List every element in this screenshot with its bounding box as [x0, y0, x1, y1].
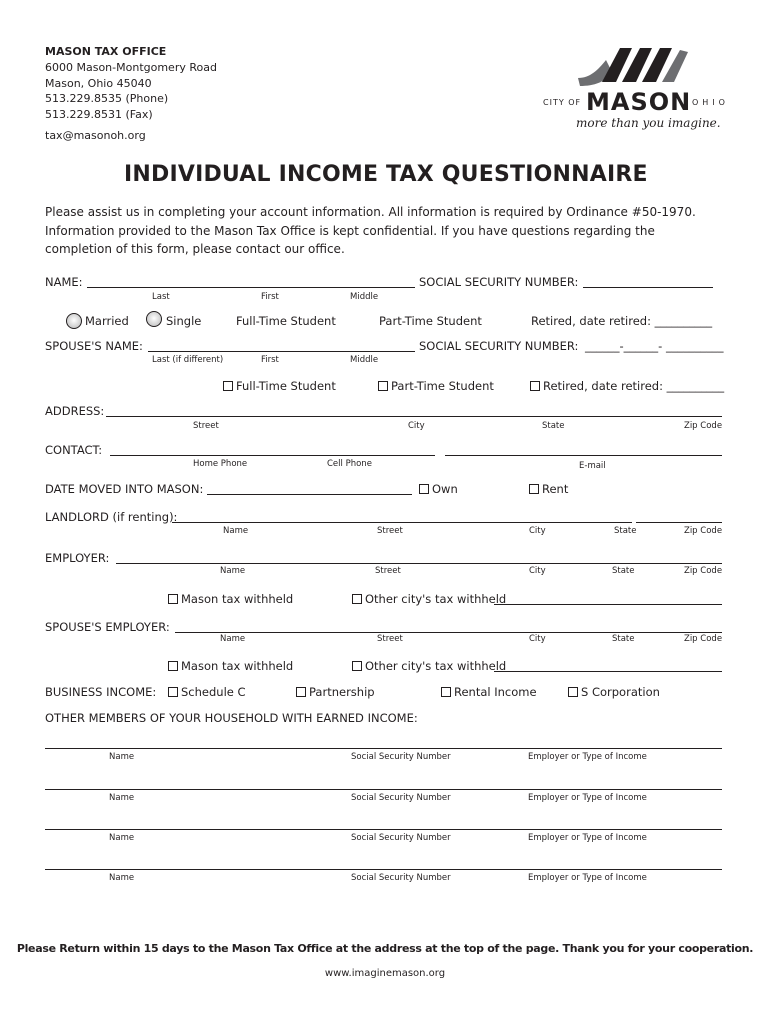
employer-sub-zip: Zip Code — [684, 566, 723, 576]
contact-sub-cell: Cell Phone — [327, 459, 372, 469]
household-row-line[interactable] — [45, 829, 722, 830]
footer-url[interactable]: www.imaginemason.org — [324, 968, 446, 979]
rental-income-checkbox[interactable]: Rental Income — [441, 685, 537, 699]
employer-sub-name: Name — [220, 566, 246, 576]
spouse-fulltime[interactable]: Full-Time Student — [223, 379, 336, 393]
contact-label: CONTACT: — [45, 443, 103, 457]
household-row-ssn: Social Security Number — [351, 873, 451, 883]
spouse-mason-withheld[interactable]: Mason tax withheld — [168, 659, 293, 673]
office-email: tax@masonoh.org — [45, 129, 146, 142]
household-row-employer: Employer or Type of Income — [528, 752, 647, 762]
married-radio[interactable] — [66, 313, 82, 329]
retired-label: Retired, date retired: __________ — [531, 314, 713, 328]
spouse-employer-label: SPOUSE'S EMPLOYER: — [45, 620, 170, 634]
employer-sub-street: Street — [375, 566, 401, 576]
spouse-employer-sub-street: Street — [377, 634, 403, 644]
single-radio[interactable] — [146, 311, 162, 327]
logo-mark-icon — [576, 42, 696, 88]
address-field[interactable] — [106, 416, 722, 417]
checkbox-icon — [168, 687, 178, 697]
household-row-name: Name — [109, 752, 135, 762]
contact-sub-home: Home Phone — [193, 459, 248, 469]
landlord-sub-street: Street — [377, 526, 403, 536]
spouse-employer-sub-city: City — [529, 634, 546, 644]
landlord-sub-name: Name — [223, 526, 249, 536]
office-fax: 513.229.8531 (Fax) — [45, 107, 153, 121]
logo-ohio: OHIO — [692, 98, 729, 107]
footer-note: Please Return within 15 days to the Mason Tax Office at the address at the top of the page. Thank you for your cooperation. — [16, 942, 754, 955]
spouse-ssn-label: SOCIAL SECURITY NUMBER: — [419, 339, 579, 353]
spouse-other-withheld[interactable]: Other city's tax withheld — [352, 659, 506, 673]
s-corporation-checkbox[interactable]: S Corporation — [568, 685, 660, 699]
checkbox-icon — [419, 484, 429, 494]
logo-mason: MASON — [586, 88, 692, 116]
household-row-line[interactable] — [45, 869, 722, 870]
checkbox-icon — [352, 661, 362, 671]
office-name: MASON TAX OFFICE — [45, 45, 167, 58]
spouse-sub-middle: Middle — [350, 355, 379, 365]
address-sub-zip: Zip Code — [684, 421, 723, 431]
household-row-ssn: Social Security Number — [351, 752, 451, 762]
checkbox-icon — [168, 594, 178, 604]
spouse-sub-last: Last (if different) — [152, 355, 224, 365]
logo-city-of: CITY OF — [543, 98, 582, 107]
address-label: ADDRESS: — [45, 404, 105, 418]
business-income-label: BUSINESS INCOME: — [45, 685, 157, 699]
spouse-employer-sub-zip: Zip Code — [684, 634, 723, 644]
contact-email-field[interactable] — [445, 455, 722, 456]
partnership-checkbox[interactable]: Partnership — [296, 685, 375, 699]
schedule-c-checkbox[interactable]: Schedule C — [168, 685, 246, 699]
employer-sub-state: State — [612, 566, 635, 576]
name-field[interactable] — [87, 287, 415, 288]
landlord-sub-state: State — [614, 526, 637, 536]
household-row-employer: Employer or Type of Income — [528, 873, 647, 883]
office-phone: 513.229.8535 (Phone) — [45, 92, 169, 105]
landlord-field[interactable] — [172, 522, 632, 523]
household-row-name: Name — [109, 873, 135, 883]
own-checkbox[interactable]: Own — [419, 482, 458, 496]
household-row-name: Name — [109, 833, 135, 843]
checkbox-icon — [168, 661, 178, 671]
checkbox-icon — [530, 381, 540, 391]
spouse-retired[interactable]: Retired, date retired: __________ — [530, 379, 724, 393]
landlord-zip-field[interactable] — [636, 522, 722, 523]
sub-last: Last — [152, 292, 170, 302]
checkbox-icon — [223, 381, 233, 391]
contact-phone-field[interactable] — [110, 455, 435, 456]
checkbox-icon — [568, 687, 578, 697]
household-row-ssn: Social Security Number — [351, 793, 451, 803]
employer-field[interactable] — [116, 563, 722, 564]
employer-sub-city: City — [529, 566, 546, 576]
household-row-ssn: Social Security Number — [351, 833, 451, 843]
intro-text: Please assist us in completing your account information. All information is required by Ordinance #50-1970. Information provided to the Mason Tax Office is kept confidential. If you have questions regarding the completion of this form, please contact our office. — [45, 205, 696, 256]
contact-sub-email: E-mail — [579, 461, 606, 471]
name-label: NAME: — [45, 275, 83, 289]
spouse-employer-sub-name: Name — [220, 634, 246, 644]
single-label: Single — [166, 314, 202, 328]
spouse-sub-first: First — [261, 355, 279, 365]
address-sub-city: City — [408, 421, 425, 431]
spouse-name-label: SPOUSE'S NAME: — [45, 339, 143, 353]
city-logo — [540, 42, 730, 134]
employer-other-withheld[interactable]: Other city's tax withheld — [352, 592, 506, 606]
checkbox-icon — [378, 381, 388, 391]
checkbox-icon — [529, 484, 539, 494]
sub-first: First — [261, 292, 279, 302]
office-address-line2: Mason, Ohio 45040 — [45, 76, 152, 90]
fulltime-student-label: Full-Time Student — [236, 314, 336, 328]
landlord-label: LANDLORD (if renting): — [45, 510, 178, 524]
spouse-name-field[interactable] — [148, 351, 415, 352]
household-row-name: Name — [109, 793, 135, 803]
sub-middle: Middle — [350, 292, 379, 302]
spouse-employer-field[interactable] — [175, 632, 722, 633]
household-row-employer: Employer or Type of Income — [528, 833, 647, 843]
office-address-line1: 6000 Mason-Montgomery Road — [45, 61, 217, 74]
checkbox-icon — [352, 594, 362, 604]
address-sub-street: Street — [193, 421, 219, 431]
employer-other-city-field[interactable] — [494, 604, 722, 605]
checkbox-icon — [296, 687, 306, 697]
rent-checkbox[interactable]: Rent — [529, 482, 568, 496]
employer-label: EMPLOYER: — [45, 551, 110, 565]
landlord-sub-city: City — [529, 526, 546, 536]
employer-mason-withheld[interactable]: Mason tax withheld — [168, 592, 293, 606]
moved-label: DATE MOVED INTO MASON: — [45, 482, 204, 496]
married-label: Married — [85, 314, 129, 328]
page-title: INDIVIDUAL INCOME TAX QUESTIONNAIRE — [124, 162, 648, 187]
ssn-label: SOCIAL SECURITY NUMBER: — [419, 275, 579, 289]
parttime-student-label: Part-Time Student — [379, 314, 482, 328]
household-row-line[interactable] — [45, 748, 722, 749]
logo-tagline: more than you imagine. — [576, 116, 721, 130]
checkbox-icon — [441, 687, 451, 697]
spouse-ssn-field[interactable]: ______-______- __________ — [585, 339, 724, 353]
spouse-parttime[interactable]: Part-Time Student — [378, 379, 494, 393]
address-sub-state: State — [542, 421, 565, 431]
household-row-employer: Employer or Type of Income — [528, 793, 647, 803]
spouse-other-city-field[interactable] — [494, 671, 722, 672]
household-label: OTHER MEMBERS OF YOUR HOUSEHOLD WITH EARNED INCOME: — [45, 711, 418, 725]
household-row-line[interactable] — [45, 789, 722, 790]
landlord-sub-zip: Zip Code — [684, 526, 723, 536]
ssn-field[interactable] — [583, 287, 713, 288]
moved-date-field[interactable] — [207, 494, 412, 495]
spouse-employer-sub-state: State — [612, 634, 635, 644]
